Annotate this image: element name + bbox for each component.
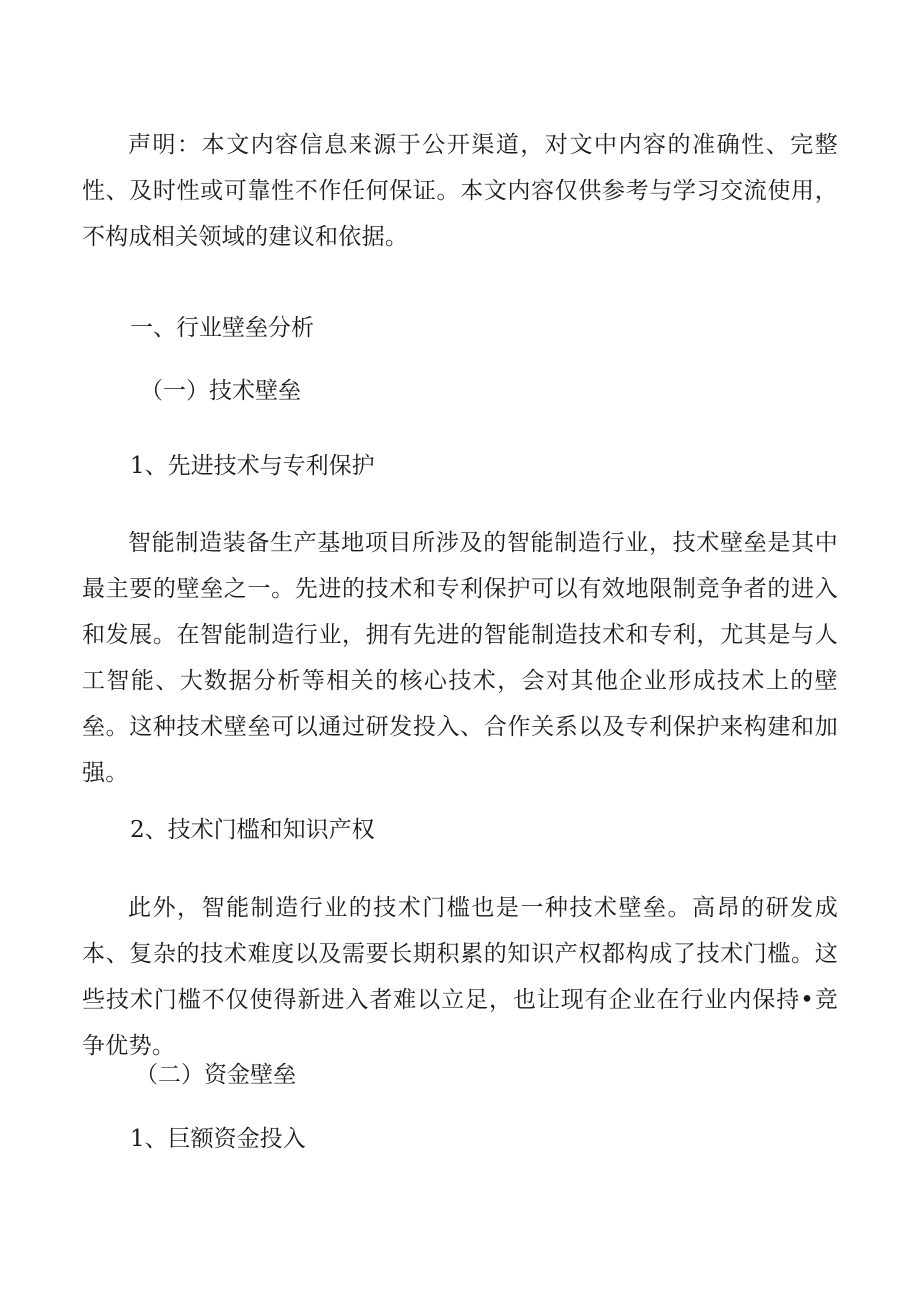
item-heading-advanced-tech-patents: 1、先进技术与专利保护 — [130, 453, 375, 479]
item-1-body-paragraph: 智能制造装备生产基地项目所涉及的智能制造行业，技术壁垒是其中最主要的壁垒之一。先进的技术和专利保护可以有效地限制竞争者的进入和发展。在智能制造行业，拥有先进的智能制造技术和专利，尤其是与人工智能、大数据分析等相关的核心技术，会对其他企业形成技术上的壁垒。这种技术壁垒可以通过研发投入、合作关系以及专利保护来构建和加强。 — [82, 530, 838, 786]
subsection-heading-capital-barriers: （二）资金壁垒 — [135, 1062, 296, 1088]
item-heading-huge-capital-investment: 1、巨额资金投入 — [130, 1126, 306, 1152]
item-heading-tech-threshold-ip: 2、技术门槛和知识产权 — [130, 817, 375, 843]
item-2-body-paragraph: 此外，智能制造行业的技术门槛也是一种技术壁垒。高昂的研发成本、复杂的技术难度以及需要长期积累的知识产权都构成了技术门槛。这些技术门槛不仅使得新进入者难以立足，也让现有企业在行业内保持•竞争优势。 — [82, 895, 838, 1059]
section-heading-industry-barriers: 一、行业壁垒分析 — [130, 315, 314, 341]
disclaimer-paragraph: 声明：本文内容信息来源于公开渠道，对文中内容的准确性、完整性、及时性或可靠性不作任何保证。本文内容仅供参考与学习交流使用，不构成相关领域的建议和依据。 — [82, 132, 838, 250]
subsection-heading-technical-barriers: （一）技术壁垒 — [140, 378, 301, 404]
